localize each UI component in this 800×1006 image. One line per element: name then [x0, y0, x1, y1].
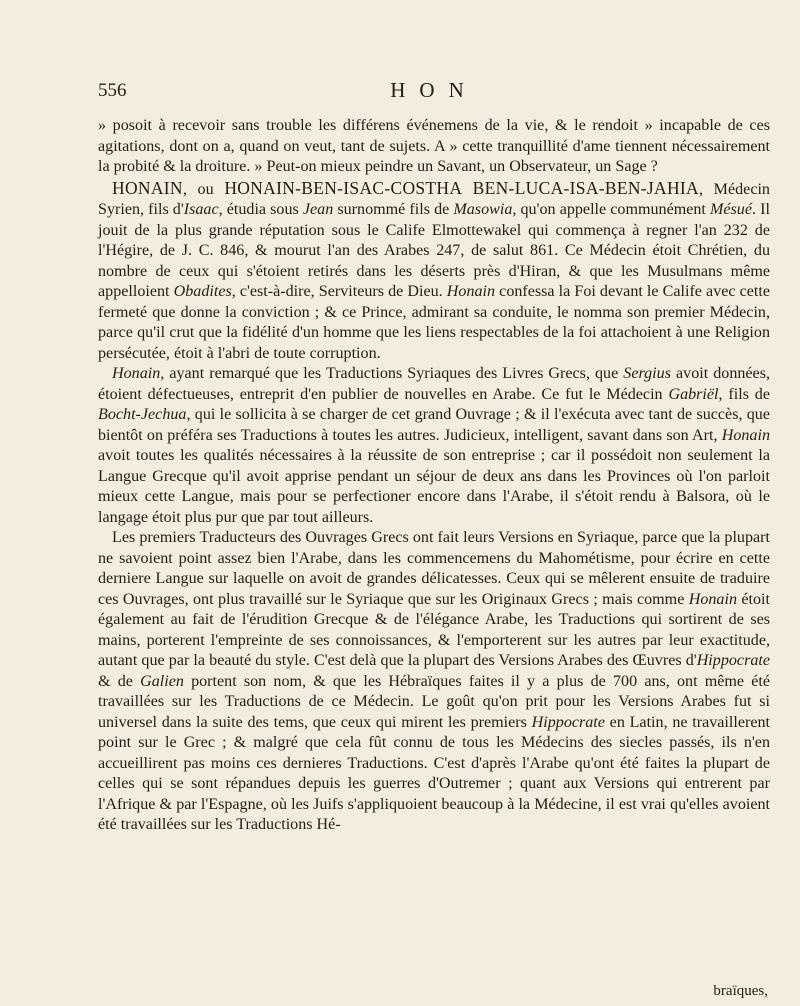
- quote-block: [98, 116, 770, 178]
- text-run: . Il jouit de la plus grande réputation sous le Calife Elmottewakel qui commença à regner l'an 232 de l'Hégire, de J. C. 846, & mourut l'an des Arabes 247, de salut 861. Ce Médecin étoit Chrétien, du nombre de ceux qui s'étoient retirés dans les déserts près d'Hiran, & que les Musulmans même appelloient: [98, 201, 770, 300]
- text-run: , étudia sous: [218, 201, 303, 218]
- italic-name: Honain: [446, 283, 496, 300]
- italic-name: Mésué: [710, 201, 753, 218]
- page-header: [98, 78, 770, 108]
- italic-name: Honain: [112, 365, 161, 382]
- italic-name: Galien: [140, 672, 184, 690]
- text-run: , c'est-à-dire, Serviteurs de Dieu.: [231, 283, 447, 300]
- text-run: Les premiers Traducteurs des Ouvrages Grecs ont fait leurs Versions en Syriaque, parce que la plupart ne savoient point assez bien l'Arabe, dans les commencemens du Mahométisme, pour écrire en cette derniere Langue sur laquelle on avoit de grandes délicatesses. Ceux qui se mêlerent ensuite de traduire ces Ouvrages, ont plus travaillé sur le Syriaque que sur les Originaux Grecs ; mais comme: [98, 529, 770, 608]
- italic-name: Honain: [721, 426, 770, 444]
- running-head: HON: [390, 78, 478, 102]
- italic-name: Jean: [302, 201, 334, 218]
- text-run: & de: [98, 672, 141, 690]
- text-run: portent son nom, & que les Hébraïques faites il y a plus de 700 ans, ont même été travaillées sur les Traductions de ce Médecin. Le goût qu'on prit pour les Versions Arabes fut si universel dans la suite des tems, que ceux qui mirent les premiers: [98, 672, 771, 731]
- text-run: , fils de: [718, 385, 771, 403]
- text-run: en Latin, ne travaillerent point sur le Grec ; & malgré que cela fût connu de tous les Médecins des siecles passés, ils n'en accueillirent pas moins ces dernieres Traductions. C'est d'après l'Arabe qu'ont été faites la plupart de celles qui se sont répandues depuis les guerres d'Outremer ; quant aux Versions qui entrerent par l'Afrique & par l'Espagne, où les Juifs s'appliquoient beaucoup à la Médecine, il est vrai qu'elles avoient été travaillées sur les Traductions Hé-: [98, 713, 771, 833]
- entry-headword: HONAIN: [112, 177, 183, 198]
- text-run: étoit également au fait de l'érudition Grecque & de l'élégance Arabe, les Traductions qui sortirent de ses mains, porterent l'empreinte de ses connoissances, & l'emporterent sur les autres par leur exactitude, autant que par la beauté du style. C'est delà que la plupart des Versions Arabes des Œuvres d': [98, 590, 770, 669]
- italic-name: Masowia: [453, 201, 513, 218]
- text-run: confessa la Foi devant le Calife avec cette fermeté que donne la conviction ; & ce Prince, admirant sa conduite, le nomma son premier Médecin, parce qu'il crut que la fidélité d'un homme que les liens respectables de la foi attachoient à une Religion persécutée, étoit à l'abri de toute corruption.: [98, 283, 770, 362]
- text-run: , Médecin Syrien, fils d': [98, 180, 770, 218]
- quote-line: » posoit à recevoir sans trouble les différens événemens de la vie, & le rendoit: [98, 117, 638, 134]
- italic-name: Bocht-Jechua: [98, 406, 187, 423]
- quote-line: » incapable de ces agitations, dont on a, quand on veut, tant de sujets. A: [98, 117, 770, 155]
- paragraph-translations: [98, 364, 770, 528]
- entry-honain: [98, 178, 770, 365]
- paragraph-translators: [98, 528, 770, 836]
- text-run: , qu'on appelle communément: [512, 201, 710, 218]
- text-run: avoit données, étoient défectueuses, entreprit d'en publier de nouvelles en Arabe. Ce fut le Médecin: [98, 365, 770, 403]
- catchword: braïques,: [713, 983, 768, 999]
- text-run: avoit toutes les qualités nécessaires à la réussite de son entreprise ; car il possédoit non seulement la Langue Grecque qu'il avoit apprise pendant un séjour de deux ans dans les Provinces où l'on parloit mieux cette Langue, mais pour se perfectioner encore dans l'Arabe, il s'étoit rendu à Balsora, où le langage étoit plus pur que par tout ailleurs.: [98, 447, 770, 526]
- text-run: , ayant remarqué que les Traductions Syriaques des Livres Grecs, que: [160, 365, 624, 382]
- entry-alt-name: HONAIN-BEN-ISAC-COSTHA BEN-LUCA-ISA-BEN-JAHIA: [224, 177, 699, 198]
- italic-name: Sergius: [623, 365, 671, 382]
- italic-name: Hippocrate: [531, 713, 605, 731]
- italic-name: Honain: [688, 590, 737, 608]
- italic-name: Obadites: [173, 283, 232, 300]
- text-run: , ou: [182, 180, 225, 198]
- body-text: [98, 116, 770, 836]
- quote-line: » cette tranquillité d'ame tiennent nécessairement la probité & la droiture. »: [98, 137, 770, 175]
- italic-name: Isaac: [183, 201, 219, 218]
- page-number: 556: [98, 80, 127, 101]
- text-run: , qui le sollicita à se charger de cet grand Ouvrage ; & il l'exécuta avec tant de succès, que bientôt on préféra ses Traductions à toutes les autres. Judicieux, intelligent, savant dans son Art,: [98, 406, 770, 444]
- italic-name: Hippocrate: [696, 652, 770, 669]
- text-run: surnommé fils de: [333, 201, 454, 218]
- quote-line: Peut-on mieux peindre un Savant, un Observateur, un Sage ?: [266, 158, 658, 175]
- italic-name: Gabriël: [668, 385, 719, 403]
